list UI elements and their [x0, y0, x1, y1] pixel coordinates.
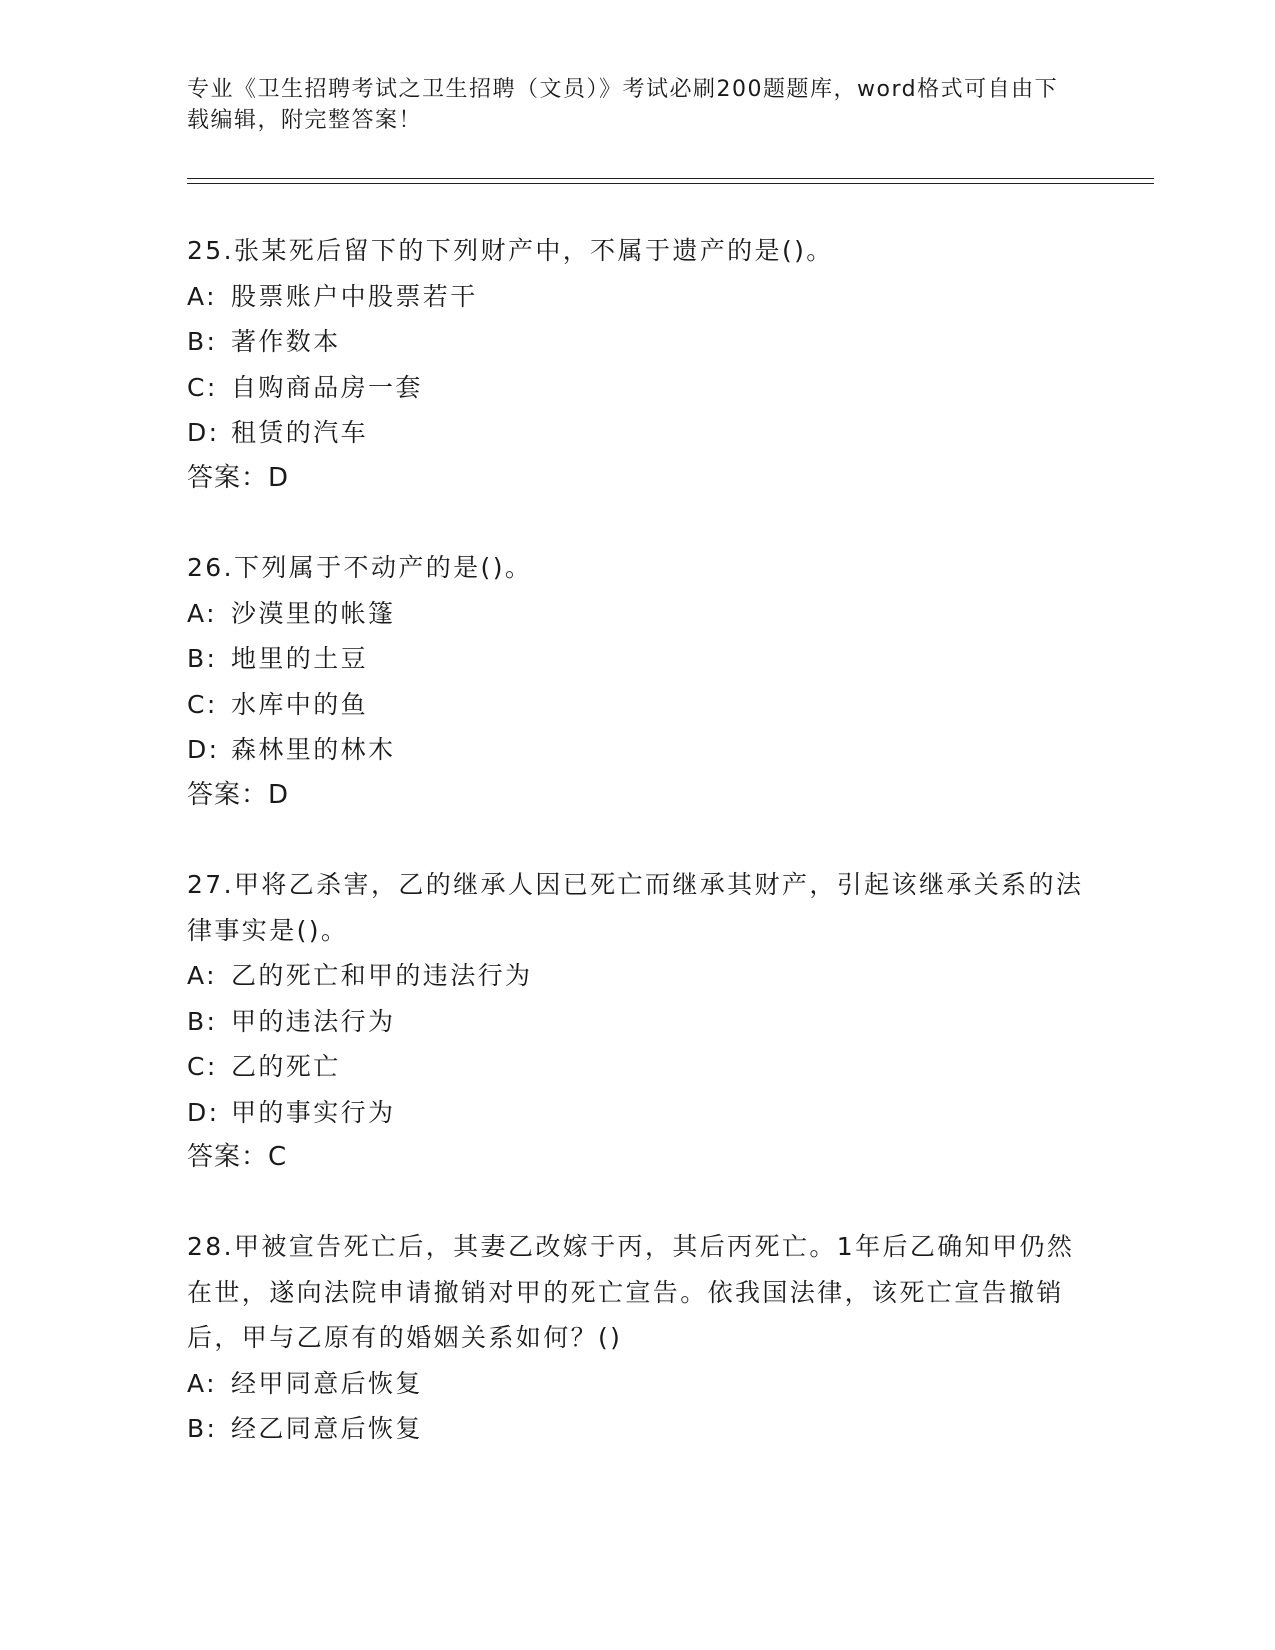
option-key: D:	[187, 1097, 220, 1127]
option-key: A:	[187, 598, 217, 628]
option-text: 股票账户中股票若干	[231, 281, 478, 311]
question-27	[187, 862, 1087, 1181]
option-d	[187, 410, 1087, 456]
option-text: 沙漠里的帐篷	[231, 598, 396, 628]
option-text: 地里的土豆	[231, 644, 369, 673]
option-key: A:	[187, 961, 217, 990]
option-c	[187, 1044, 1087, 1090]
option-key: A:	[187, 281, 217, 311]
option-key: D:	[187, 418, 220, 447]
option-text: 经乙同意后恢复	[231, 1414, 423, 1443]
option-key: D:	[187, 735, 220, 764]
option-key: B:	[187, 327, 218, 356]
option-text: 甲的事实行为	[231, 1097, 396, 1127]
option-d	[187, 727, 1087, 773]
option-b	[187, 319, 1087, 365]
option-a	[187, 591, 1087, 637]
option-text: 乙的死亡和甲的违法行为	[231, 961, 533, 990]
option-b	[187, 999, 1087, 1045]
question-stem: 26.下列属于不动产的是()。	[187, 553, 533, 582]
answer-line: 答案：D	[187, 462, 290, 493]
question-stem: 25.张某死后留下的下列财产中，不属于遗产的是()。	[187, 236, 834, 265]
header-divider-top	[187, 178, 1154, 179]
question-25	[187, 228, 1087, 501]
option-text: 经甲同意后恢复	[231, 1368, 423, 1398]
answer-line: 答案：D	[187, 779, 290, 810]
option-text: 森林里的林木	[231, 735, 396, 764]
header-divider-bottom	[187, 183, 1154, 184]
option-key: C:	[187, 689, 218, 719]
option-d	[187, 1090, 1087, 1136]
option-a	[187, 1361, 1087, 1407]
option-key: C:	[187, 372, 218, 402]
option-b	[187, 636, 1087, 682]
option-text: 水库中的鱼	[231, 689, 369, 719]
question-stem: 27.甲将乙杀害，乙的继承人因已死亡而继承其财产，引起该继承关系的法律事实是()。	[187, 870, 1084, 945]
option-text: 自购商品房一套	[231, 372, 423, 402]
option-b	[187, 1406, 1087, 1452]
option-text: 乙的死亡	[231, 1052, 341, 1081]
answer-line: 答案：C	[187, 1142, 288, 1172]
option-text: 甲的违法行为	[231, 1006, 396, 1036]
option-text: 租赁的汽车	[231, 418, 369, 447]
option-c	[187, 682, 1087, 728]
option-key: B:	[187, 1006, 218, 1036]
option-a	[187, 953, 1087, 999]
option-key: B:	[187, 1414, 218, 1443]
option-c	[187, 365, 1087, 411]
option-key: C:	[187, 1052, 218, 1081]
question-26	[187, 545, 1087, 818]
option-a	[187, 274, 1087, 320]
option-key: A:	[187, 1368, 217, 1398]
intro-text: 专业《卫生招聘考试之卫生招聘（文员）》考试必刷200题题库，word格式可自由下载编辑，附完整答案！	[187, 77, 1059, 133]
option-text: 著作数本	[231, 327, 341, 356]
question-stem: 28.甲被宣告死亡后，其妻乙改嫁于丙，其后丙死亡。1年后乙确知甲仍然在世，遂向法院申请撤销对甲的死亡宣告。依我国法律，该死亡宣告撤销后，甲与乙原有的婚姻关系如何？()	[187, 1232, 1075, 1352]
option-key: B:	[187, 644, 218, 673]
question-28	[187, 1224, 1087, 1452]
